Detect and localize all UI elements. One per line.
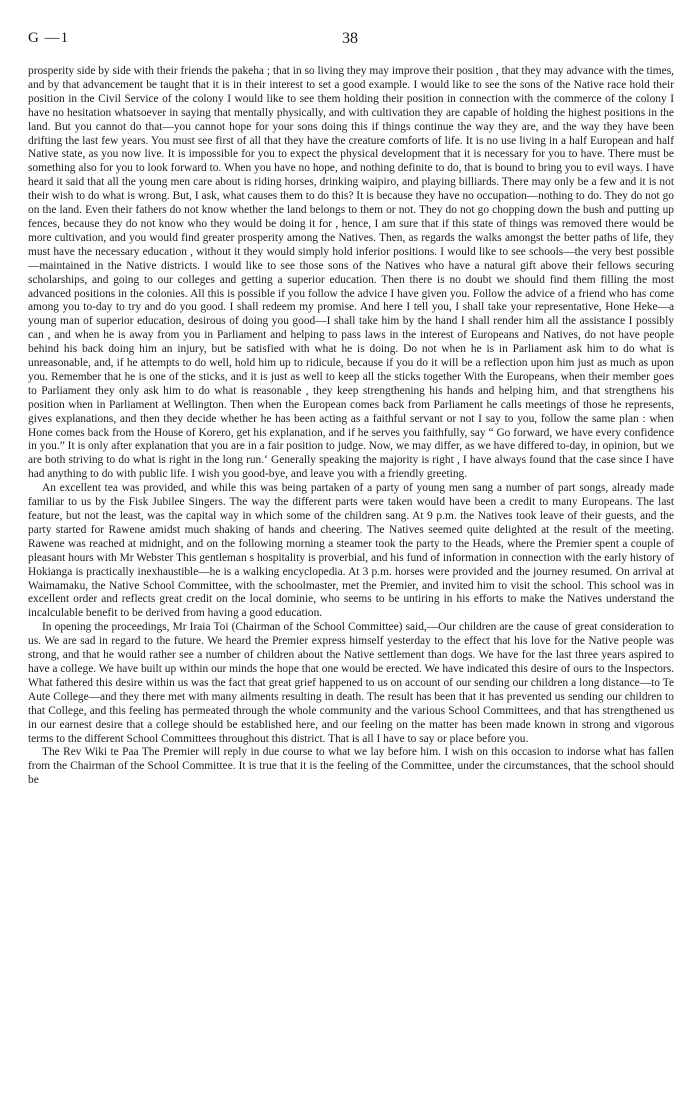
paragraph: In opening the proceedings, Mr Iraia Toi (Chairman of the School Committee) said,—Our children are the cause of great consideration to us. We are sad in regard to the future. We heard the Premier express himself yesterday to the effect that his love for the Native people was strong, and that he would rather see a number of children about the Native settlement than dogs. We have for the last three years aspired to have a college. We have built up within our minds the hope that one would be erected. We have indicated this desire of ours to the Inspectors. What fathered this desire within us was the fact that great grief happened to us on account of our sending our children a long distance—to Te Aute College—and they there met with many ailments resulting in death. The result has been that it has prevented us sending our children to that College, and this feeling has permeated through the whole community and the various School Committees, and that has strengthened us in our earnest desire that a college should be established here, and our feeling on the matter has been made known in strong and vigorous terms to the different School Committees throughout this district. That is all I have to say or place before you. — [28, 621, 674, 745]
paragraph: prosperity side by side with their friends the pakeha ; that in so living they may improve their position , that they may advance with the times, and by that advancement be taught that it is in their interest to set a good example. I would like to see the sons of the Native race hold their position in the Civil Service of the colony I would like to see them holding their position in connection with the commerce of the colony I have no hesitation whatsoever in saying that mentally physically, and with cultivation they are capable of holding the highest positions in the land. But you cannot do that—you cannot hope for your sons doing this if things continue the way they are, and the way they have been drifting the last few years. You must see first of all that they have the creature comforts of life. It is no use living in a half European and half Native state, as you now live. It is impossible for you to expect the physical development that it is necessary for you to have. There must be something also for you to look forward to. When you have no hope, and nothing definite to do, that is bound to bring you to evil ways. I have heard it said that all the young men care about is riding horses, drinking waipiro, and playing billiards. There may only be a few and it is not their wish to do what is wrong. But, I ask, what causes them to do this? It is because they have no occupation—nothing to do. They do not go on the land. Even their fathers do not know whether the land belongs to them or not. They do not go chopping down the bush and putting up fences, because they do not know who they would be doing it for , hence, I am sure that if this state of things was removed there would be more cultivation, and you would find greater prosperity among the Natives. Then, as regards the walks amongst the better paths of life, they must have the necessary education , without it they would simply hold inferior positions. I would like to see schools—the very best possible—maintained in the Native districts. I would like to see those sons of the Natives who have a natural gift above their fellows securing scholarships, and going to our colleges and getting a superior education. Then there is no doubt we should find them filling the most advanced positions in the colonies. All this is possible if you follow the advice I have given you. Follow the advice of a friend who has come among you to-day to try and do you good. I shall redeem my promise. And here I tell you, I shall take your representative, Hone Heke—a young man of superior education, desirous of doing you good—I shall take him by the hand I shall render him all the assistance I possibly can , and when he is away from you in Parliament and helping to pass laws in the interest of Europeans and Natives, do not have people behind his back doing him an injury, but be satisfied with what he is doing. Do not when he is in Parliament ask him to do what is unreasonable, and, if he attempts to do well, hold him up to ridicule, because if you do it will be a reflection upon him just as much as upon you. Remember that he is one of the sticks, and it is just as well to keep all the sticks together With the Europeans, when their member goes to Parliament they only ask him to do what is reasonable , they keep strengthening his hands and helping him, and that strengthens his position when in Parliament at Wellington. Then when the European comes back from Parliament he calls meetings of those he represents, gives explanations, and then they decide whether he has been acting as a faithful servant or not I say to you, follow the same plan : when Hone comes back from the House of Korero, get his explanation, and if he serves you faithfully, say “ Go forward, we have every confidence in you.” It is only after explanation that you are in a fair position to judge. Now, we may differ, as we have differed to-day, in opinion, but we are both striving to do what is right in the long run.‘ Generally speaking the majority is right , I have always found that the case since I have had anything to do with public life. I wish you good-bye, and leave you with a friendly greeting. — [28, 65, 674, 481]
paragraph: An excellent tea was provided, and while this was being partaken of a party of young men sang a number of part songs, already made familiar to us by the Fisk Jubilee Singers. The way the different parts were taken would have been a credit to many Europeans. The last feature, but not the least, was the capital way in which some of the children sang. At 9 p.m. the Natives took leave of their guests, and the party started for Rawene amidst much shaking of hands and cheering. The Natives seemed quite delighted at the result of the meeting. Rawene was reached at midnight, and on the following morning a steamer took the party to the Heads, where the Premier spent a couple of pleasant hours with Mr Webster This gentleman s hospitality is proverbial, and his fund of information in connection with the early history of Hokianga is practically inexhaustible—he is a walking encyclopedia. At 3 p.m. horses were provided and the journey resumed. On arrival at Waimamaku, the Native School Committee, with the schoolmaster, met the Premier, and invited him to visit the school. This school was in excellent order and reflects great credit on the local dominie, who seems to be untiring in his efforts to make the Natives understand the incalculable benefit to be derived from having a good education. — [28, 482, 674, 620]
paragraph: The Rev Wiki te Paa The Premier will reply in due course to what we lay before him. I wish on this occasion to indorse what has fallen from the Chairman of the School Committee. It is true that it is the feeling of the Committee, under the circumstances, that the school should be — [28, 746, 674, 787]
page-number: 38 — [342, 30, 358, 47]
parliamentary-paper-code: G —1 — [28, 30, 70, 46]
body-text — [28, 65, 674, 788]
page-header — [22, 30, 678, 52]
